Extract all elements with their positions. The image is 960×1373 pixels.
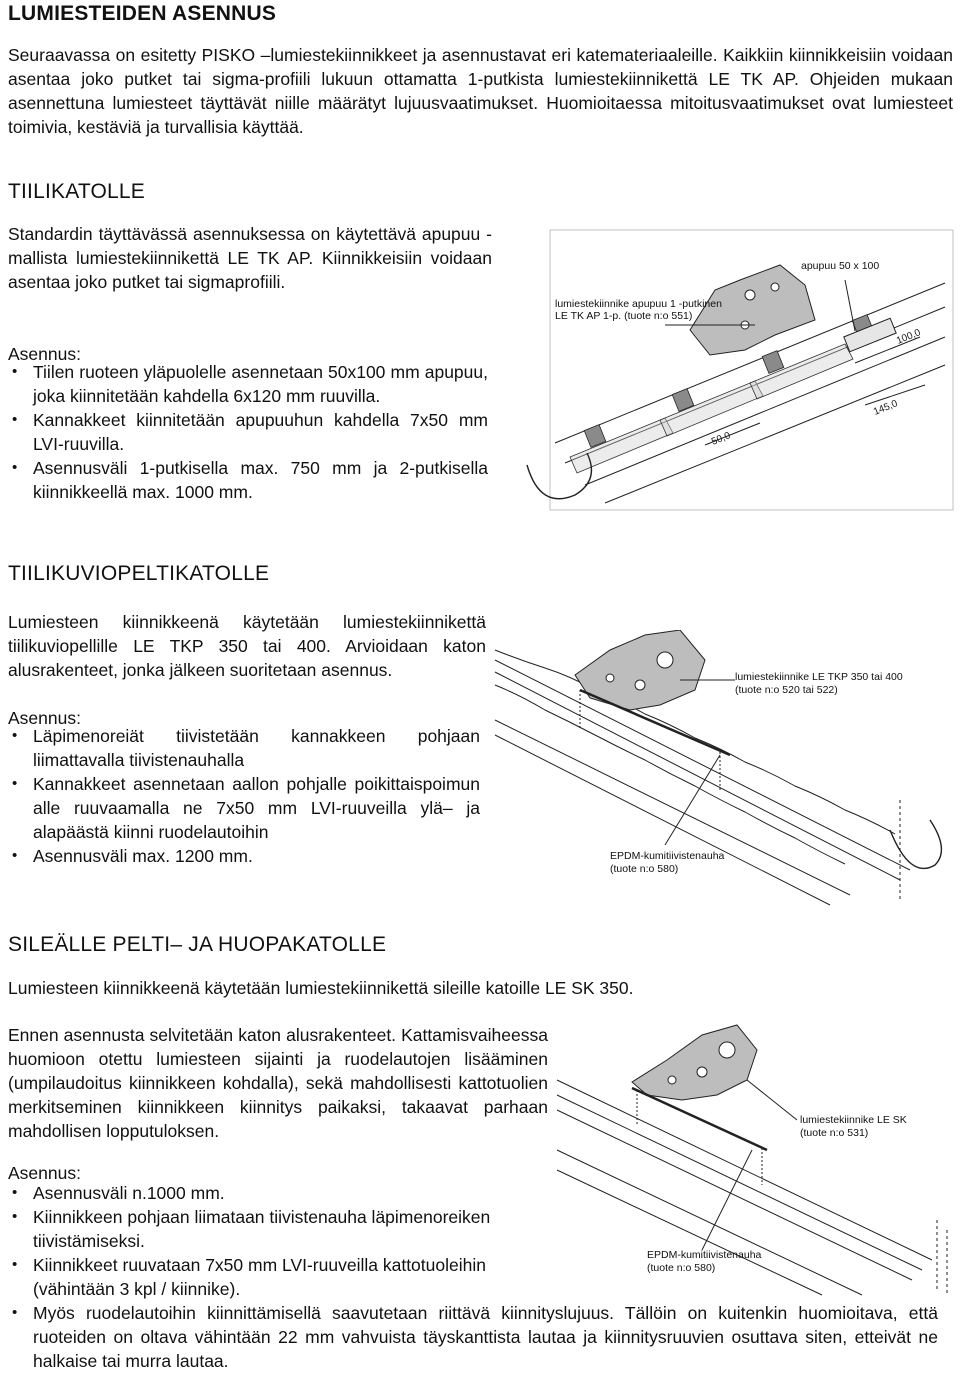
asennus-label: Asennus: bbox=[8, 344, 81, 364]
figure-tile-roof-bracket bbox=[515, 225, 955, 515]
list-item: • Kannakkeet kiinnitetään apupuuhun kahdella 7x50 mm LVI-ruuvilla. bbox=[8, 408, 488, 456]
dim-100: 100,0 bbox=[895, 327, 923, 347]
label-sk-bracket-line1: lumiestekiinnike LE SK bbox=[800, 1114, 907, 1126]
install-list-tiilikatolle bbox=[8, 360, 488, 504]
label-tkp-bracket-line1: lumiestekiinnike LE TKP 350 tai 400 bbox=[735, 671, 903, 683]
label-bracket-line1: lumiestekiinnike apupuu 1 -putkinen bbox=[555, 298, 722, 310]
list-item: • Asennusväli n.1000 mm. bbox=[8, 1181, 553, 1205]
tile-roof-drawing bbox=[515, 225, 955, 515]
label-epdm-line2: (tuote n:o 580) bbox=[647, 1262, 716, 1274]
asennus-label: Asennus: bbox=[8, 708, 81, 728]
section-text-tiilikatolle: Standardin täyttävässä asennuksessa on käytettävä apupuu -mallista lumiestekiinnikettä LE TK AP. Kiinnikkeisiin voidaan asentaa joko putket tai sigmaprofiili. bbox=[8, 224, 492, 292]
label-epdm-line1: EPDM-kumitiivistenauha bbox=[647, 1249, 762, 1261]
list-item: • Asennusväli max. 1200 mm. bbox=[8, 844, 480, 868]
list-item: • Asennusväli 1-putkisella max. 750 mm ja 2-putkisella kiinnikkeellä max. 1000 mm. bbox=[8, 456, 488, 504]
section-heading-sileaa-pelti: SILEÄLLE PELTI– JA HUOPAKATOLLE bbox=[8, 933, 387, 956]
list-item: • Tiilen ruoteen yläpuolelle asennetaan 50x100 mm apupuu, joka kiinnitetään kahdella 6x120 mm ruuvilla. bbox=[8, 360, 488, 408]
list-item: • Kiinnikkeen pohjaan liimataan tiivistenauha läpimenoreiken tiivistämiseksi. bbox=[8, 1205, 553, 1253]
asennus-label: Asennus: bbox=[8, 1163, 81, 1183]
figure-smooth-roof-bracket bbox=[552, 1010, 955, 1300]
section-heading-tiilikatolle: TIILIKATOLLE bbox=[8, 180, 146, 203]
label-apupuu: apupuu 50 x 100 bbox=[801, 260, 880, 272]
list-item: • Myös ruodelautoihin kiinnittämisellä saavutetaan riittävä kiinnityslujuus. Tällöin on kuitenkin huomioitava, että ruoteiden on oltava vähintään 22 mm vahvuista täyskanttista lautaa ja kiinnitysruuvien osuttava siten, etteivät ne halkaise tai murra lautaa. bbox=[8, 1301, 938, 1373]
list-item: • Kiinnikkeet ruuvataan 7x50 mm LVI-ruuveilla kattotuoleihin (vähintään 3 kpl / kiinnike). bbox=[8, 1253, 553, 1301]
figure-tile-pattern-metal-bracket bbox=[490, 630, 955, 915]
label-tkp-bracket-line2: (tuote n:o 520 tai 522) bbox=[735, 684, 838, 696]
list-item: • Läpimenoreiät tiivistetään kannakkeen pohjaan liimattavalla tiivistenauhalla bbox=[8, 724, 480, 772]
label-epdm-line1: EPDM-kumitiivistenauha bbox=[610, 850, 725, 862]
section-text-sileaa-pelti-2: Ennen asennusta selvitetään katon alusrakenteet. Kattamisvaiheessa huomioon otettu lumiesteen sijainti ja ruodelautojen lisääminen (umpilaudoitus kiinnikkeen kohdalla), sekä mahdollisesti kattotuolien merkitseminen kiinnikkeen kiinnitys paikaksi, takaavat parhaan mahdollisen lopputuloksen. bbox=[8, 1025, 548, 1141]
section-text-tiilikuviopeltikatolle: Lumiesteen kiinnikkeenä käytetään lumiestekiinnikettä tiilikuviopellille LE TKP 350 tai 400. Arvioidaan katon alusrakenteet, jonka jälkeen suoritetaan asennus. bbox=[8, 612, 486, 680]
install-list-tiilikuviopeltikatolle bbox=[8, 724, 480, 868]
label-epdm-line2: (tuote n:o 580) bbox=[610, 863, 679, 875]
intro-paragraph: Seuraavassa on esitetty PISKO –lumiestekiinnikkeet ja asennustavat eri katemateriaaleille. Kaikkiin kiinnikkeisiin voidaan asentaa joko putket tai sigma-profiili lukuun ottamatta 1-putkista lumiestekiinnikettä LE TK AP. Ohjeiden mukaan asennettuna lumiesteet täyttävät niille määrätyt lujuusvaatimukset. Huomioitaessa mitoitusvaatimukset ovat lumiesteet toimivia, kestäviä ja turvallisia käyttää. bbox=[8, 45, 953, 137]
label-bracket-line2: LE TK AP 1-p. (tuote n:o 551) bbox=[555, 310, 693, 322]
section-heading-tiilikuviopeltikatolle: TIILIKUVIOPELTIKATOLLE bbox=[8, 562, 270, 585]
dim-145: 145,0 bbox=[872, 398, 900, 418]
section-text-sileaa-pelti-1: Lumiesteen kiinnikkeenä käytetään lumiestekiinnikettä sileille katoille LE SK 350. bbox=[8, 978, 634, 998]
page-title: LUMIESTEIDEN ASENNUS bbox=[8, 2, 277, 25]
dim-50: 50,0 bbox=[710, 430, 733, 448]
list-item: • Kannakkeet asennetaan aallon pohjalle poikittaispoimun alle ruuvaamalla ne 7x50 mm LVI-ruuveilla ylä– ja alapäästä kiinni ruodelautoihin bbox=[8, 772, 480, 844]
label-sk-bracket-line2: (tuote n:o 531) bbox=[800, 1127, 869, 1139]
